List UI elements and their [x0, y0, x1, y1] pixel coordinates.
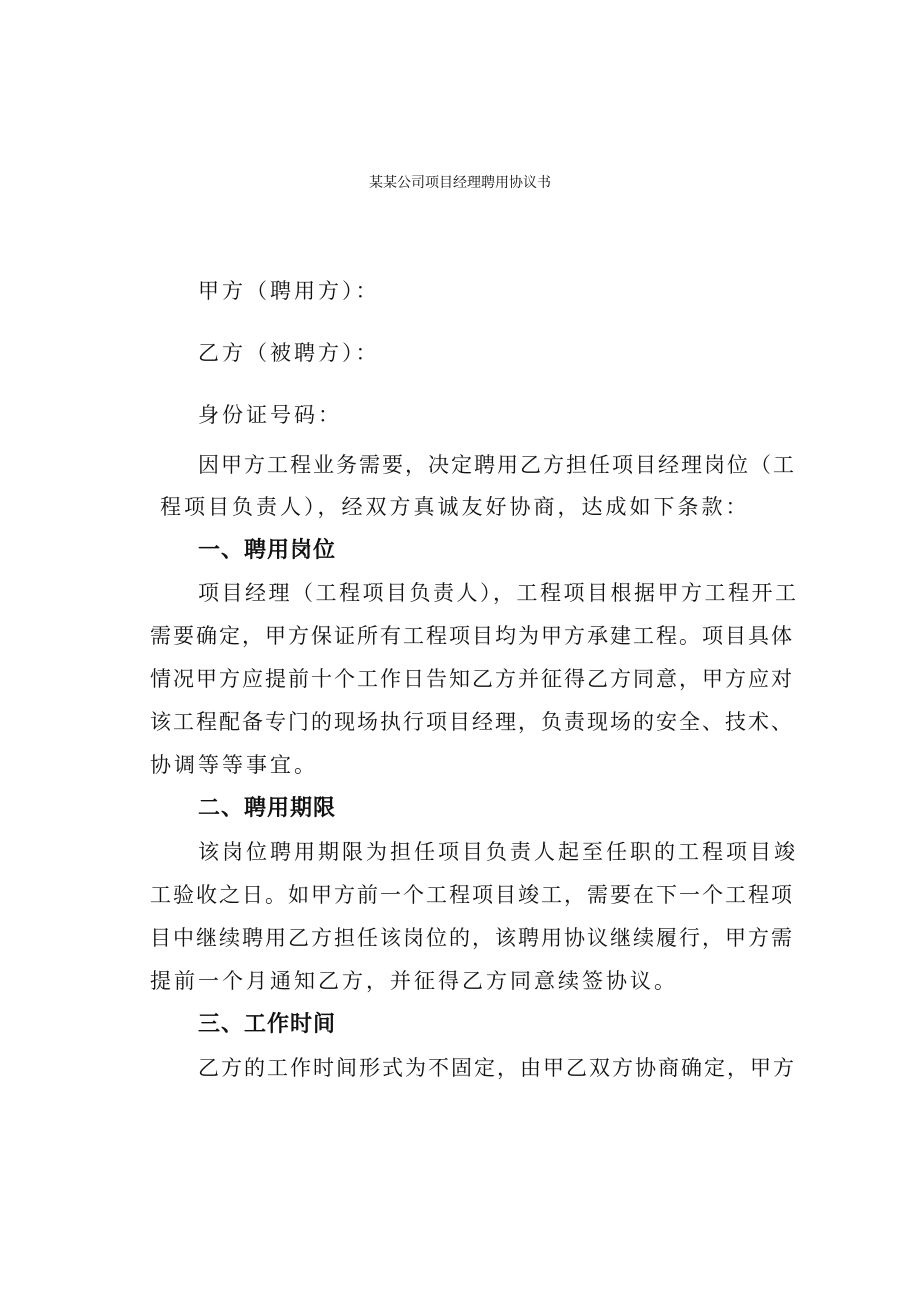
section-heading-term: 二、聘用期限 — [198, 796, 337, 821]
intro-line: 程项目负责人），经双方真诚友好协商，达成如下条款： — [160, 495, 750, 519]
section-heading-position: 一、聘用岗位 — [198, 538, 337, 563]
section-line: 该工程配备专门的现场执行项目经理，负责现场的安全、技术、 — [150, 710, 794, 734]
document-title: 某某公司项目经理聘用协议书 — [369, 175, 551, 191]
section-heading-work-time: 三、工作时间 — [198, 1012, 337, 1037]
section-line: 情况甲方应提前十个工作日告知乙方并征得乙方同意，甲方应对 — [150, 667, 794, 691]
section-line: 项目经理（工程项目负责人），工程项目根据甲方工程开工 — [198, 581, 799, 605]
section-line: 提前一个月通知乙方，并征得乙方同意续签协议。 — [150, 969, 678, 993]
section-line: 该岗位聘用期限为担任项目负责人起至任职的工程项目竣 — [198, 840, 798, 864]
section-line: 乙方的工作时间形式为不固定，由甲乙双方协商确定，甲方 — [198, 1056, 796, 1080]
party-a-line: 甲方（聘用方）： — [198, 279, 380, 303]
section-line: 目中继续聘用乙方担任该岗位的，该聘用协议继续履行，甲方需 — [150, 926, 794, 950]
section-line: 需要确定，甲方保证所有工程项目均为甲方承建工程。项目具体 — [150, 624, 794, 648]
section-line: 工验收之日。如甲方前一个工程项目竣工，需要在下一个工程项 — [150, 883, 794, 907]
section-line: 协调等等事宜。 — [150, 753, 318, 777]
intro-line: 因甲方工程业务需要，决定聘用乙方担任项目经理岗位（工 — [198, 453, 796, 477]
id-number-line: 身份证号码： — [198, 403, 342, 427]
party-b-line: 乙方（被聘方）： — [198, 341, 380, 365]
